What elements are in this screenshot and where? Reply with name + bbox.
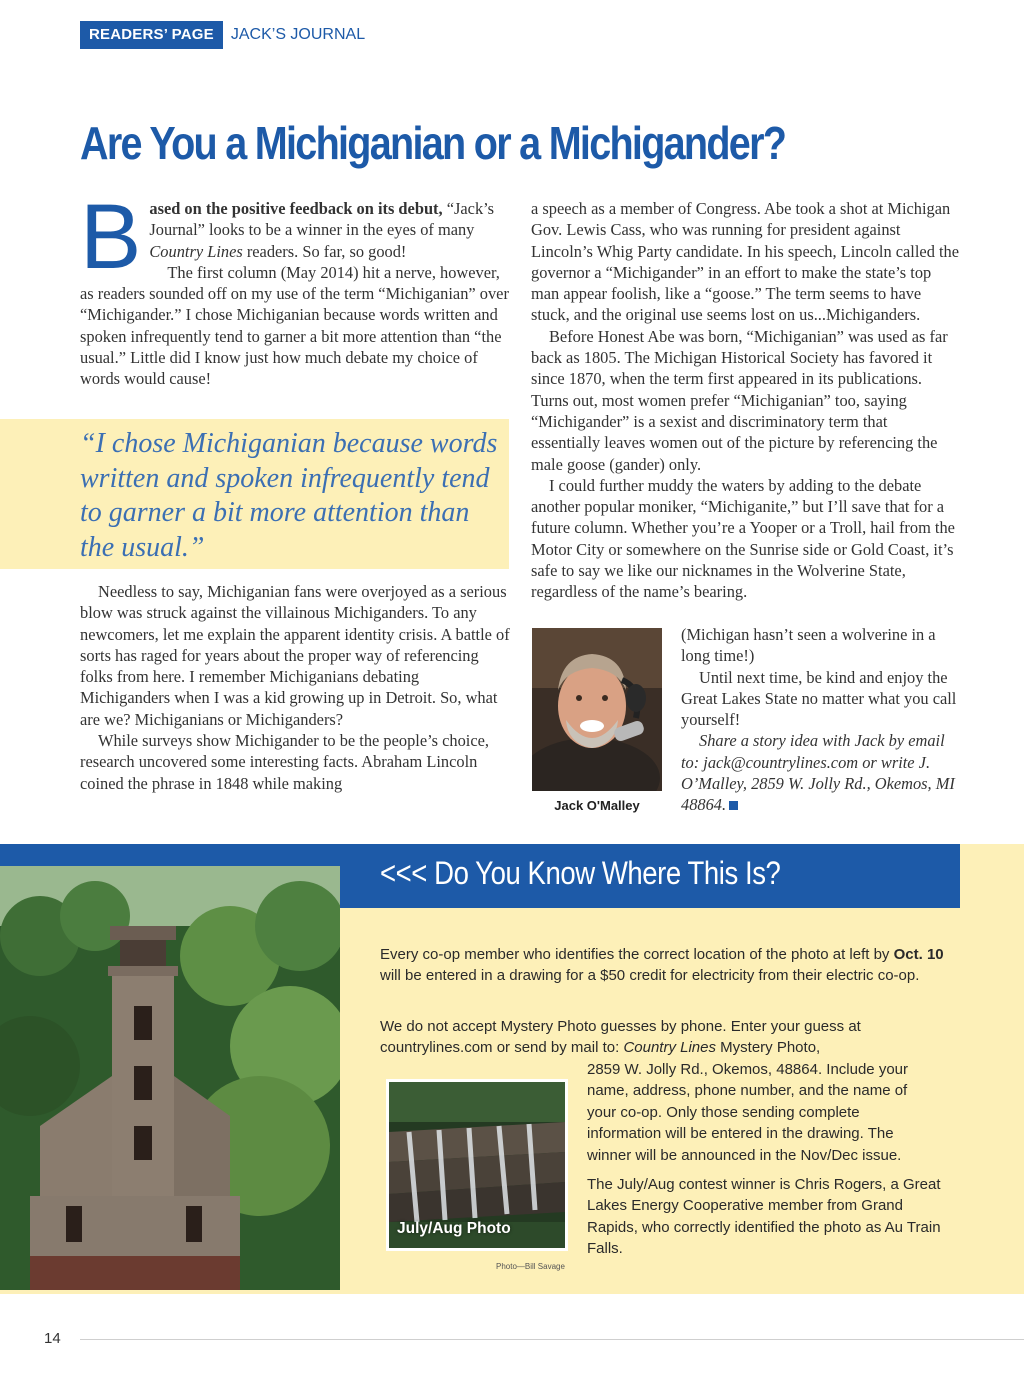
- article-column-left-top: [80, 186, 510, 390]
- contest-paragraph-1: Every co-op member who identifies the correct location of the photo at left by Oct. 10 will be entered in a drawing for a $50 credit for electricity from their electric co-op.: [380, 946, 944, 985]
- paragraph-4: While surveys show Michigander to be the people’s choice, research uncovered some interesting facts. Abraham Lincoln coined the phrase in 1848 while making: [80, 731, 489, 793]
- contest-title: <<< Do You Know Where This Is?: [380, 855, 781, 891]
- deadline: Oct. 10: [893, 946, 944, 963]
- page-number: 14: [44, 1330, 61, 1347]
- author-photo: [532, 628, 662, 791]
- footer-divider: [80, 1339, 1024, 1340]
- pull-quote: “I chose Michiganian because words written and spoken infrequently tend to garner a bit more attention than the usual.”: [80, 428, 498, 563]
- article-title: Are You a Michiganian or a Michigander?: [80, 117, 786, 169]
- contest-paragraph-3: The July/Aug contest winner is Chris Rogers, a Great Lakes Energy Cooperative member from Grand Rapids, who correctly identified the photo as Au Train Falls.: [587, 1176, 941, 1258]
- end-mark-icon: [729, 801, 738, 810]
- paragraph-7: Until next time, be kind and enjoy the Great Lakes State no matter what you call yourself!: [681, 667, 957, 730]
- lead-bold: ased on the positive feedback on its debut,: [149, 199, 443, 218]
- photo-credit: Photo—Bill Savage: [496, 1262, 565, 1271]
- pull-quote-box: [0, 419, 509, 569]
- author-photo-caption: Jack O'Malley: [554, 798, 640, 813]
- paragraph-2: The first column (May 2014) hit a nerve, however, as readers sounded off on my use of the term “Michiganian” over “Michigander.” I chose Michiganian because words written and spoken infrequently tend to garner a bit more attention than “the usual.” Little did I know just how much debate my choice of words would cause!: [80, 262, 509, 389]
- contest-paragraph-2-cont: 2859 W. Jolly Rd., Okemos, 48864. Include your name, address, phone number, and the name of your co-op. Only those sending complete information will be entered in the drawing. The winner will be announced in the Nov/Dec issue.: [587, 1061, 908, 1164]
- paragraph-4-continued: a speech as a member of Congress. Abe took a shot at Michigan Gov. Lewis Cass, who was running for president against Lincoln’s Whig Party candidate. In his speech, Lincoln called the governor a “Michigander” in an effort to make the state’s top man appear foolish, like a “goose.” The term seems to have stuck, and the original use seems lost on us...Michiganders.: [531, 199, 960, 325]
- lead-text-1: “Jack’s Journal” looks to be a winner in the eyes of many: [149, 199, 495, 240]
- paragraph-6: I could further muddy the waters by adding to the debate another popular moniker, “Michiganite,” but I’ll save that for a future column. Whether you’re a Yooper or a Troll, hail from the Motor City or somewhere on the Sunrise side or Gold Coast, it’s safe to say we like our nicknames in the Wolverine State, regardless of the name’s bearing.: [531, 475, 955, 602]
- contest-paragraph-2: We do not accept Mystery Photo guesses by phone. Enter your guess at countrylines.com or send by mail to: Country Lines Mystery Photo,: [380, 1018, 861, 1057]
- paragraph-3: Needless to say, Michiganian fans were overjoyed as a serious blow was struck against the villainous Michiganders. To any newcomers, let me explain the apparent identity crisis. A battle of sorts has raged for years about the proper way of referencing folks from here. I remember Michiganians debating Michiganders when I was a kid growing up in Detroit. So, what are we? Michiganians or Michiganders?: [80, 582, 510, 729]
- previous-photo-label: July/Aug Photo: [397, 1220, 511, 1237]
- article-column-right: [531, 198, 959, 603]
- paragraph-5: Before Honest Abe was born, “Michiganian” was used as far back as 1805. The Michigan Historical Society has favored it since 1870, when the term first appeared in its publications. Turns out, most women prefer “Michiganian” too, saying “Michigander” is a sexist and discriminatory term that essentially leaves women out of the picture by referencing the male goose (gander) only.: [531, 326, 948, 474]
- mystery-photo: [0, 866, 340, 1290]
- share-info: Share a story idea with Jack by email to: jack@countrylines.com or write J. O’Malley, 2859 W. Jolly Rd., Okemos, MI 48864.: [681, 731, 955, 815]
- subsection-label: JACK’S JOURNAL: [230, 26, 366, 43]
- drop-cap: B: [80, 186, 142, 288]
- section-header: [80, 21, 365, 49]
- paragraph-6-tail: (Michigan hasn’t seen a wolverine in a long time!): [681, 625, 936, 666]
- section-label: READERS’ PAGE: [80, 21, 223, 49]
- lead-italic: Country Lines: [149, 241, 243, 261]
- article-column-right-tail: [681, 624, 961, 816]
- lead-text-2: readers. So far, so good!: [242, 241, 407, 261]
- article-column-left-bottom: [80, 581, 510, 794]
